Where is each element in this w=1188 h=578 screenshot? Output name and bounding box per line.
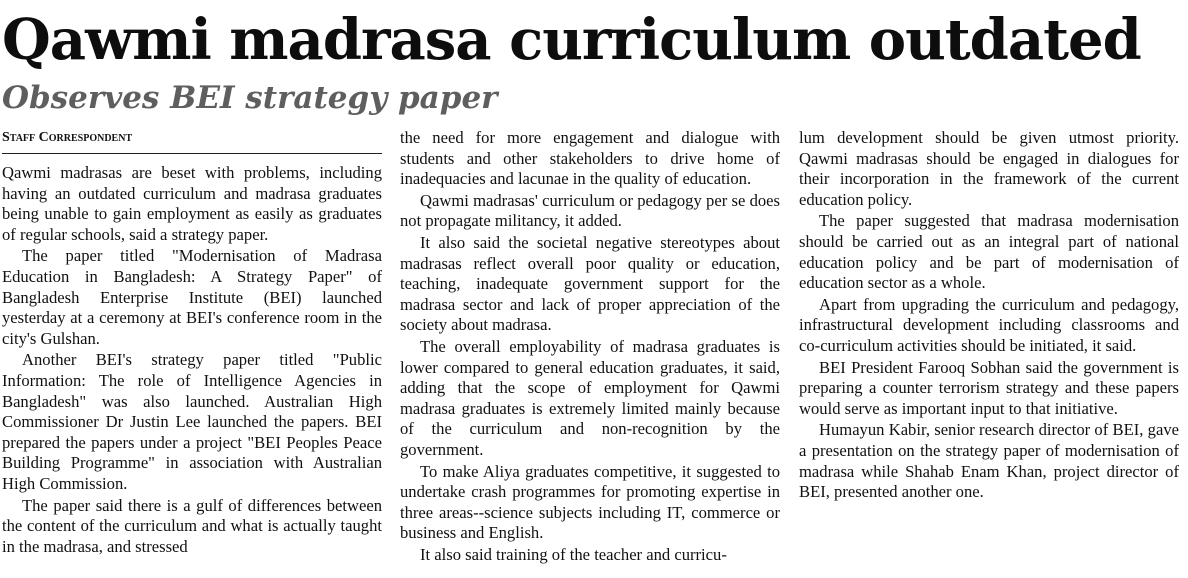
headline: Qawmi madrasa curriculum outdated (2, 7, 1141, 73)
paragraph: To make Aliya graduates competitive, it suggested to undertake crash programmes for promoting expertise in three areas--science subjects including IT, commerce or business and English. (400, 461, 780, 543)
paragraph: Qawmi madrasas are beset with problems, including having an outdated curriculum and madrasa graduates being unable to gain employment as easily as graduates of regular schools, said a strategy paper. (2, 163, 382, 244)
paragraph: BEI President Farooq Sobhan said the government is preparing a counter terrorism strategy and these papers would serve as important input to that initiative. (799, 357, 1179, 418)
paragraph: It also said training of the teacher and curricu- (420, 544, 727, 564)
paragraph: It also said the societal negative stereotypes about madrasas reflect overall poor quality or education, teaching, inadequate government support for the madrasa sector and lack of proper appreciation of the society about madrasa. (400, 232, 780, 335)
byline: Staff Correspondent (2, 128, 382, 154)
paragraph: Qawmi madrasas' curriculum or pedagogy per se does not propagate militancy, it added. (400, 190, 780, 231)
paragraph: Another BEI's strategy paper titled "Public Information: The role of Intelligence Agencies in Bangladesh" was also launched. Australian High Commissioner Dr Justin Lee launched the papers. BEI prepared the papers under a project "BEI Peoples Peace Building Programme" in association with Australian High Commission. (2, 350, 382, 493)
article-column-2 (400, 128, 780, 578)
paragraph: the need for more engagement and dialogue with students and other stakeholders to drive home of inadequacies and lacunae in the quality of education. (400, 128, 780, 189)
paragraph: The paper said there is a gulf of differences between the content of the curriculum and what is actually taught in the madrasa, and stressed (2, 495, 382, 556)
article-column-3 (799, 128, 1179, 578)
article-column-1 (2, 128, 382, 578)
paragraph: The paper titled "Modernisation of Madrasa Education in Bangladesh: A Strategy Paper" of Bangladesh Enterprise Institute (BEI) launched yesterday at a ceremony at BEI's conference room in the city's Gulshan. (2, 246, 382, 348)
paragraph: Humayun Kabir, senior research director of BEI, gave a presentation on the strategy paper of modernisation of madrasa while Shahab Enam Khan, project director of BEI, presented another one. (799, 420, 1179, 502)
subheadline: Observes BEI strategy paper (2, 80, 498, 116)
paragraph: lum development should be given utmost priority. Qawmi madrasas should be engaged in dialogues for their incorporation in the framework of the current education policy. (799, 128, 1179, 209)
paragraph: The paper suggested that madrasa modernisation should be carried out as an integral part of national education policy and be part of modernisation of education sector as a whole. (799, 211, 1179, 293)
paragraph: Apart from upgrading the curriculum and pedagogy, infrastructural development including classrooms and co-curriculum activities should be initiated, it said. (799, 294, 1179, 355)
paragraph: The overall employability of madrasa graduates is lower compared to general education graduates, it said, adding that the scope of employment for Qawmi madrasa graduates is extremely limited mainly because of the curriculum and non-recognition by the government. (400, 336, 780, 459)
